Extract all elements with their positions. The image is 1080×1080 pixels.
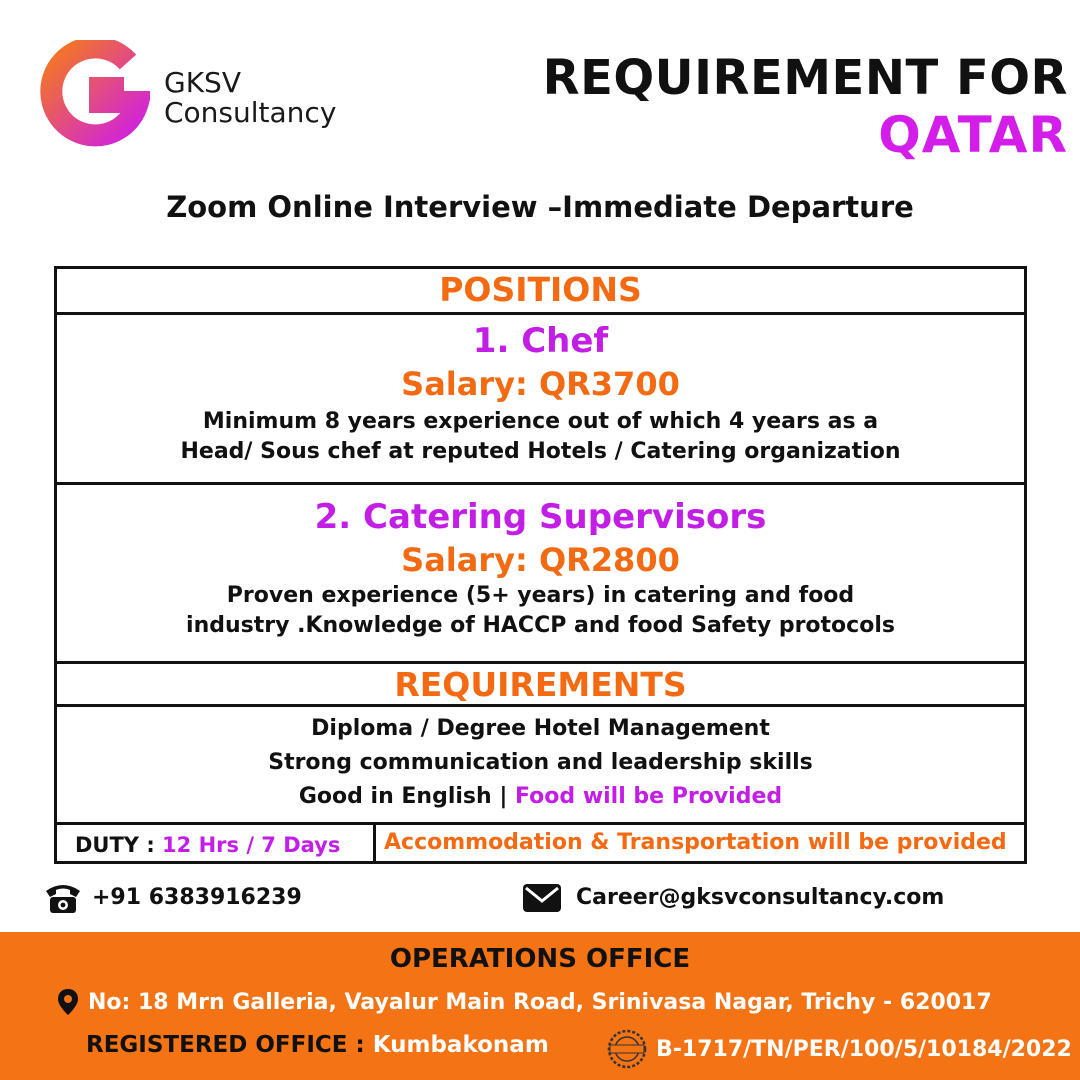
position-chef <box>57 319 1024 467</box>
divider <box>57 482 1024 485</box>
office-address <box>56 988 992 1016</box>
duty-value: 12 Hrs / 7 Days <box>162 833 341 857</box>
position-title: 1. Chef <box>472 321 609 361</box>
headline-country: QATAR <box>878 106 1068 164</box>
requirement-item: Diploma / Degree Hotel Management <box>311 716 770 741</box>
requirements-list <box>57 712 1024 814</box>
accommodation-note: Accommodation & Transportation will be provided <box>373 825 1024 861</box>
registered-label: REGISTERED OFFICE : <box>86 1032 365 1058</box>
brand-line2: Consultancy <box>164 96 337 129</box>
positions-title: POSITIONS <box>439 270 642 309</box>
requirements-title: REQUIREMENTS <box>394 665 687 704</box>
footer-operations-office <box>0 932 1080 1080</box>
headline <box>543 50 1068 164</box>
license-number: B-1717/TN/PER/100/5/10184/2022 <box>656 1036 1072 1062</box>
requirement-english: Good in English | <box>298 784 508 809</box>
requirements-header <box>57 664 1024 706</box>
address-text: No: 18 Mrn Galleria, Vayalur Main Road, Srinivasa Nagar, Trichy - 620017 <box>88 989 992 1015</box>
interview-subhead: Zoom Online Interview –Immediate Departure <box>166 190 914 224</box>
phone-number: +91 6383916239 <box>92 885 302 910</box>
requirement-item-english-food <box>57 780 1024 814</box>
position-desc-line1: Proven experience (5+ years) in catering and food <box>226 583 855 608</box>
email-contact[interactable] <box>522 878 944 918</box>
brand-name <box>164 68 336 128</box>
duty-label: DUTY : <box>75 833 155 857</box>
phone-icon <box>44 881 82 915</box>
divider <box>57 704 1024 707</box>
position-desc-line2: industry .Knowledge of HACCP and food Safety protocols <box>186 613 895 638</box>
email-address: Career@gksvconsultancy.com <box>576 885 945 910</box>
headline-line1: REQUIREMENT FOR <box>542 50 1068 106</box>
position-desc-line1: Minimum 8 years experience out of which 4 years as a <box>202 409 879 434</box>
g-logo-icon <box>40 40 150 150</box>
brand-line1: GKSV <box>164 66 241 99</box>
requirement-item: Strong communication and leadership skills <box>268 750 813 775</box>
positions-header <box>57 269 1024 313</box>
divider <box>57 312 1024 315</box>
registered-city: Kumbakonam <box>372 1032 549 1058</box>
position-title: 2. Catering Supervisors <box>314 497 767 537</box>
brand-logo <box>40 40 380 150</box>
position-salary: Salary: QR3700 <box>401 365 680 403</box>
phone-contact[interactable] <box>44 878 302 918</box>
registered-office <box>86 1032 549 1058</box>
footer-title: OPERATIONS OFFICE <box>389 944 691 974</box>
mail-icon <box>522 883 562 913</box>
position-catering-supervisors <box>57 495 1024 641</box>
positions-table <box>54 266 1027 864</box>
position-salary: Salary: QR2800 <box>401 541 680 579</box>
certified-stamp-icon <box>606 1028 648 1070</box>
position-desc-line2: Head/ Sous chef at reputed Hotels / Catering organization <box>180 439 901 464</box>
license-info <box>606 1028 1072 1070</box>
location-pin-icon <box>56 988 80 1016</box>
duty-hours <box>57 825 373 861</box>
requirement-food: Food will be Provided <box>515 784 783 809</box>
